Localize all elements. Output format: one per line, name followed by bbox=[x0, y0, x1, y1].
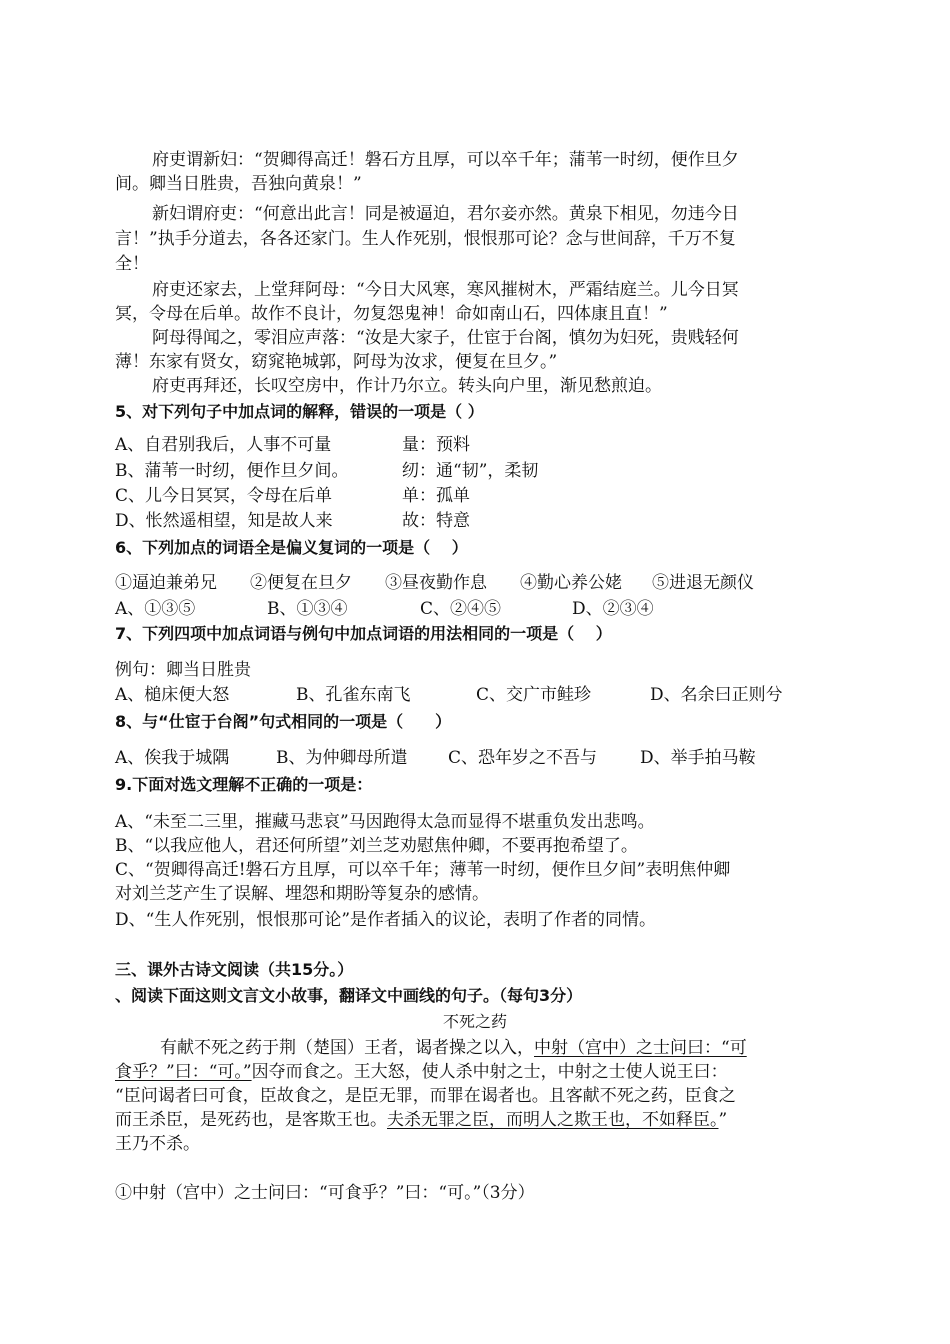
story-underlined-text: 食乎？”曰：“可。” bbox=[115, 1062, 252, 1082]
question-8-title: 8、与“仕宦于台阁”句式相同的一项是（ ） bbox=[115, 712, 452, 731]
q5-option-a-note: 量：预料 bbox=[402, 435, 470, 455]
q7-option-d: D、名余曰正则兮 bbox=[650, 685, 783, 705]
question-5-title: 5、对下列句子中加点词的解释，错误的一项是（ ） bbox=[115, 402, 484, 421]
passage-line: 府吏再拜还，长叹空房中，作计乃尔立。转头向户里，渐见愁煎迫。 bbox=[152, 376, 662, 396]
passage-line: 冥，令母在后单。故作不良计，勿复怨鬼神！命如南山石，四体康且直！” bbox=[115, 304, 668, 324]
q6-option-b: B、①③④ bbox=[267, 599, 348, 619]
story-underlined-text: 中射（宫中）之士问曰：“可 bbox=[534, 1038, 747, 1058]
story-underlined-text: 夫杀无罪之臣，而明人之欺王也，不如释臣。 bbox=[387, 1110, 719, 1130]
section-3-title: 三、课外古诗文阅读（共15分。） bbox=[115, 960, 354, 979]
q7-option-b: B、孔雀东南飞 bbox=[296, 685, 411, 705]
q7-option-a: A、槌床便大怒 bbox=[115, 685, 230, 705]
passage-line: 间。卿当日胜贵，吾独向黄泉！” bbox=[115, 174, 362, 194]
passage-line: 薄！东家有贤女，窈窕艳城郭，阿母为汝求，便复在旦夕。” bbox=[115, 352, 558, 372]
passage-line: 府吏还家去，上堂拜阿母：“今日大风寒，寒风摧树木，严霜结庭兰。儿今日冥 bbox=[152, 280, 739, 300]
q5-option-c-note: 单：孤单 bbox=[402, 486, 470, 506]
story-line-4 bbox=[115, 1108, 727, 1132]
q5-option-b-note: 纫：通“韧”，柔韧 bbox=[402, 461, 539, 481]
q6-item: ④勤心养公姥 bbox=[520, 573, 622, 593]
q5-option-b: B、蒲苇一时纫，便作旦夕间。 bbox=[115, 461, 349, 481]
question-9-title: 9.下面对选文理解不正确的一项是： bbox=[115, 775, 373, 794]
story-text: 有献不死之药于荆（楚国）王者，谒者操之以入， bbox=[160, 1038, 534, 1058]
story-line-3: “臣问谒者曰可食，臣故食之，是臣无罪，而罪在谒者也。且客献不死之药，臣食之 bbox=[115, 1086, 736, 1106]
q5-option-d: D、怅然遥相望，知是故人来 bbox=[115, 511, 333, 531]
passage-line: 新妇谓府吏：“何意出此言！同是被逼迫，君尔妾亦然。黄泉下相见，勿违今日 bbox=[152, 204, 739, 224]
q6-item: ②便复在旦夕 bbox=[250, 573, 352, 593]
q6-option-a: A、①③⑤ bbox=[115, 599, 196, 619]
q9-option-c-cont: 对刘兰芝产生了误解、埋怨和期盼等复杂的感情。 bbox=[115, 884, 489, 904]
story-text: 而王杀臣，是死药也，是客欺王也。 bbox=[115, 1110, 387, 1130]
passage-line: 言！”执手分道去，各各还家门。生人作死别，恨恨那可论？念与世间辞，千万不复 bbox=[115, 229, 736, 249]
q5-option-a: A、自君别我后，人事不可量 bbox=[115, 435, 332, 455]
passage-line: 府吏谓新妇：“贺卿得高迁！磐石方且厚，可以卒千年；蒲苇一时纫，便作旦夕 bbox=[152, 150, 739, 170]
q5-option-d-note: 故：特意 bbox=[402, 511, 470, 531]
section-3-subtitle: 、阅读下面这则文言文小故事，翻译文中画线的句子。（每句3分） bbox=[115, 986, 583, 1005]
q6-option-c: C、②④⑤ bbox=[420, 599, 502, 619]
q8-option-c: C、恐年岁之不吾与 bbox=[448, 748, 598, 768]
q8-option-a: A、俟我于城隅 bbox=[115, 748, 230, 768]
story-text: 因夺而食之。王大怒，使人杀中射之士，中射之士使人说王曰： bbox=[251, 1062, 728, 1082]
story-line-1 bbox=[160, 1036, 747, 1060]
story-text: ” bbox=[718, 1110, 728, 1130]
q5-option-c: C、儿今日冥冥，令母在后单 bbox=[115, 486, 333, 506]
q7-option-c: C、交广市鲑珍 bbox=[476, 685, 592, 705]
story-line-2 bbox=[115, 1060, 728, 1084]
q9-option-c: C、“贺卿得高迁!磐石方且厚，可以卒千年；薄苇一时纫，便作旦夕间”表明焦仲卿 bbox=[115, 860, 731, 880]
question-7-title: 7、下列四项中加点词语与例句中加点词语的用法相同的一项是（ ） bbox=[115, 624, 612, 643]
question-6-title: 6、下列加点的词语全是偏义复词的一项是（ ） bbox=[115, 538, 468, 557]
q9-option-d: D、“生人作死别，恨恨那可论”是作者插入的议论，表明了作者的同情。 bbox=[115, 910, 657, 930]
passage-line: 阿母得闻之，零泪应声落：“汝是大家子，仕宦于台阁，慎勿为妇死，贵贱轻何 bbox=[152, 328, 739, 348]
q9-option-a: A、“未至二三里，摧藏马悲哀”马因跑得太急而显得不堪重负发出悲鸣。 bbox=[115, 812, 655, 832]
q6-option-d: D、②③④ bbox=[572, 599, 654, 619]
q9-option-b: B、“以我应他人，君还何所望”刘兰芝劝慰焦仲卿，不要再抱希望了。 bbox=[115, 836, 638, 856]
q6-item: ③昼夜勤作息 bbox=[385, 573, 487, 593]
passage-line: 全！ bbox=[115, 254, 149, 274]
q8-option-b: B、为仲卿母所遣 bbox=[276, 748, 408, 768]
q6-item: ⑤进退无颜仪 bbox=[652, 573, 754, 593]
q8-option-d: D、举手拍马鞍 bbox=[640, 748, 756, 768]
story-title: 不死之药 bbox=[442, 1012, 507, 1031]
story-line-5: 王乃不杀。 bbox=[115, 1134, 200, 1154]
section-3-question-1: ①中射（宫中）之士问曰：“可食乎？”曰：“可。”（3分） bbox=[115, 1183, 535, 1203]
q6-item: ①逼迫兼弟兄 bbox=[115, 573, 217, 593]
q7-example: 例句：卿当日胜贵 bbox=[115, 660, 251, 680]
